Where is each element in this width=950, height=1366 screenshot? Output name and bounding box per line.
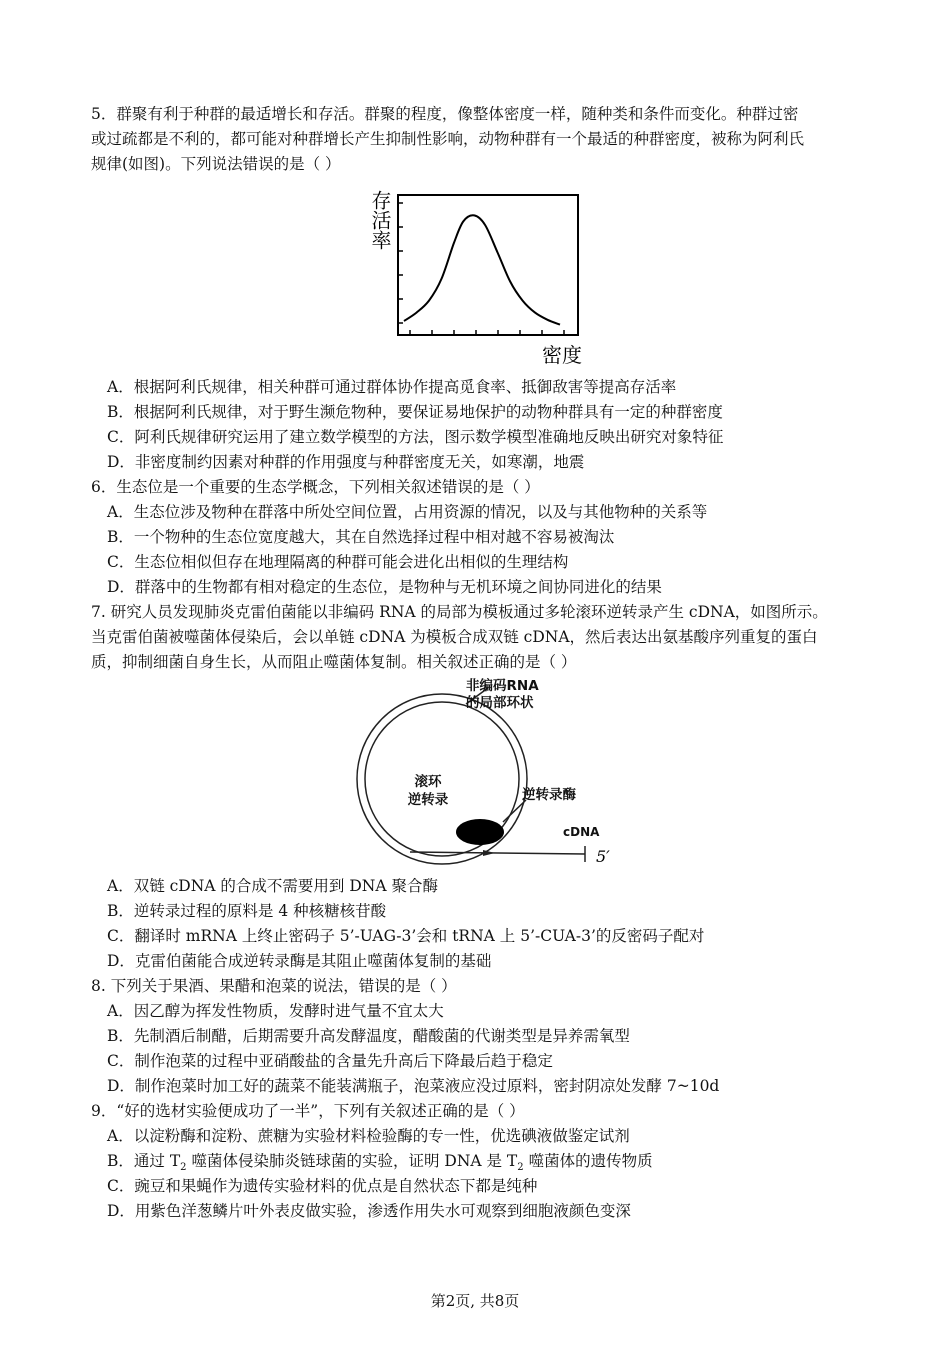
outer-rna-ring (357, 694, 527, 864)
rna-label-line-2: 的局部环状 (466, 695, 534, 711)
q9-option-b-sub-1: 2 (180, 1162, 187, 1174)
allee-chart (360, 185, 590, 370)
q5-option-b: B．根据阿利氏规律，对于野生濒危物种，要保证易地保护的动物种群具有一定的种群密度 (107, 403, 723, 421)
q5-option-d: D．非密度制约因素对种群的作用强度与种群密度无关，如寒潮，地震 (107, 453, 585, 471)
q6-stem: 6．生态位是一个重要的生态学概念，下列相关叙述错误的是（ ） (91, 478, 540, 496)
q9-option-b-sub-2: 2 (517, 1162, 524, 1174)
chart-axes (398, 195, 578, 335)
reverse-transcriptase-blob (456, 819, 504, 845)
q7-line-1: 7. 研究人员发现肺炎克雷伯菌能以非编码 RNA 的局部为模板通过多轮滚环逆转录产生 cDNA，如图所示。 (91, 603, 828, 621)
rolling-label-line-1: 滚环 (414, 774, 442, 790)
q5-option-a: A．根据阿利氏规律，相关种群可通过群体协作提高觅食率、抵御敌害等提高存活率 (107, 378, 677, 396)
q5-option-c: C．阿利氏规律研究运用了建立数学模型的方法，图示数学模型准确地反映出研究对象特征 (107, 428, 724, 446)
survival-curve (404, 215, 560, 324)
q8-option-a: A．因乙醇为挥发性物质，发酵时进气量不宜太大 (107, 1002, 444, 1020)
q5-line-2: 或过疏都是不利的，都可能对种群增长产生抑制性影响，动物种群有一个最适的种群密度，被称为阿利氏 (91, 130, 805, 148)
chart-frame (398, 195, 578, 335)
y-axis-label: 存活率 (368, 190, 392, 250)
q6-option-a: A．生态位涉及物种在群落中所处空间位置，占用资源的情况，以及与其他物种的关系等 (107, 503, 708, 521)
q8-option-b: B．先制酒后制醋，后期需要升高发酵温度，醋酸菌的代谢类型是异养需氧型 (107, 1027, 630, 1045)
q5-line-1: 5．群聚有利于种群的最适增长和存活。群聚的程度，像整体密度一样，随种类和条件而变化。种群过密 (91, 105, 799, 123)
q9-option-b-part-1: B．通过 T (107, 1152, 181, 1170)
q7-option-d: D．克雷伯菌能合成逆转录酶是其阻止噬菌体复制的基础 (107, 952, 492, 970)
q7-line-3: 质，抑制细菌自身生长，从而阻止噬菌体复制。相关叙述正确的是（ ） (91, 653, 577, 671)
five-prime-label: 5′ (596, 847, 610, 866)
q9-option-d: D．用紫色洋葱鳞片叶外表皮做实验，渗透作用失水可观察到细胞液颜色变深 (107, 1202, 631, 1220)
q5-stem (91, 102, 861, 177)
x-axis-label: 密度 (542, 343, 582, 367)
q9-option-c: C．豌豆和果蝇作为遗传实验材料的优点是自然状态下都是纯种 (107, 1177, 538, 1195)
q7-option-a: A．双链 cDNA 的合成不需要用到 DNA 聚合酶 (107, 877, 438, 895)
q5-line-3: 规律(如图)。下列说法错误的是（ ） (91, 155, 341, 173)
rolling-label-line-2: 逆转录 (407, 792, 449, 808)
q7-option-b: B．逆转录过程的原料是 4 种核糖核苷酸 (107, 902, 387, 920)
rolling-circle-diagram (350, 676, 630, 876)
strand-arrow-icon (483, 850, 495, 856)
q9-stem: 9．“好的选材实验便成功了一半”，下列有关叙述正确的是（ ） (91, 1102, 525, 1120)
cdna-label: cDNA (563, 825, 600, 839)
q8-option-d: D．制作泡菜时加工好的蔬菜不能装满瓶子，泡菜液应没过原料，密封阴凉处发酵 7~10d (107, 1077, 720, 1095)
q9-option-a: A．以淀粉酶和淀粉、蔗糖为实验材料检验酶的专一性，优选碘液做鉴定试剂 (107, 1127, 630, 1145)
q8-option-c: C．制作泡菜的过程中亚硝酸盐的含量先升高后下降最后趋于稳定 (107, 1052, 553, 1070)
q9-option-b-part-3: 噬菌体的遗传物质 (523, 1152, 653, 1170)
q6-option-b: B．一个物种的生态位宽度越大，其在自然选择过程中相对越不容易被淘汰 (107, 528, 615, 546)
q7-line-2: 当克雷伯菌被噬菌体侵染后，会以单链 cDNA 为模板合成双链 cDNA，然后表达出氨基酸序列重复的蛋白 (91, 628, 818, 646)
q8-stem: 8. 下列关于果酒、果醋和泡菜的说法，错误的是（ ） (91, 977, 457, 995)
q7-stem (91, 600, 867, 675)
q9-option-b-part-2: 噬菌体侵染肺炎链球菌的实验，证明 DNA 是 T (186, 1152, 518, 1170)
rna-label-line-1: 非编码RNA (466, 678, 539, 694)
q6-option-d: D．群落中的生物都有相对稳定的生态位，是物种与无机环境之间协同进化的结果 (107, 578, 662, 596)
q7-option-c: C．翻译时 mRNA 上终止密码子 5’-UAG-3’会和 tRNA 上 5’-CUA-3’的反密码子配对 (107, 927, 705, 945)
cdna-strand (410, 852, 585, 854)
enzyme-label: 逆转录酶 (522, 787, 576, 803)
q6-option-c: C．生态位相似但存在地理隔离的种群可能会进化出相似的生理结构 (107, 553, 569, 571)
page-footer: 第2页, 共8页 (430, 1292, 520, 1310)
